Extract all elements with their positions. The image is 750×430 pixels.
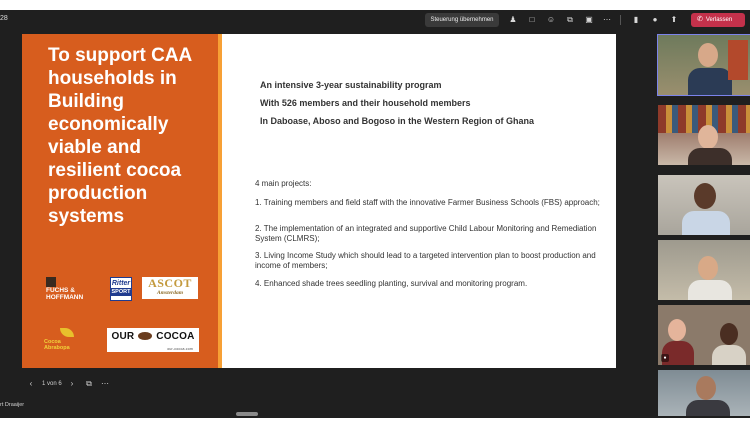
participant-body	[688, 148, 732, 165]
share-tray-icon[interactable]: ⬆	[670, 15, 678, 24]
participant-head	[698, 43, 718, 67]
participant-video[interactable]	[658, 35, 750, 95]
our-text: OUR	[111, 331, 135, 342]
breakout-icon[interactable]: ▣	[585, 15, 593, 24]
meeting-window	[0, 10, 750, 418]
people-icon[interactable]: ♟	[509, 15, 517, 24]
shared-slide	[22, 34, 616, 368]
share-icon[interactable]: ⧉	[567, 15, 573, 24]
leave-button[interactable]	[691, 13, 745, 27]
participant-head	[694, 183, 716, 209]
participant-head	[698, 256, 718, 280]
intro-line: In Daboase, Aboso and Bogoso in the Western Region of Ghana	[260, 116, 535, 126]
fuchs-hoffmann-logo	[46, 277, 104, 301]
participant-body	[686, 400, 730, 416]
scrollbar[interactable]	[236, 412, 258, 416]
ascot-logo	[142, 277, 198, 299]
top-bar	[0, 10, 750, 30]
mic-icon[interactable]: ●	[652, 15, 658, 24]
pop-out-icon[interactable]: ⧉	[86, 379, 92, 388]
chat-icon[interactable]: □	[529, 15, 535, 24]
intro-line: With 526 members and their household members	[260, 98, 471, 108]
ascot-subtext: Amsterdam	[157, 290, 183, 296]
cocoa-abrabopa-logo	[44, 328, 88, 350]
previous-slide-icon[interactable]: ‹	[29, 379, 33, 388]
slide-panel-edge	[218, 34, 222, 368]
ascot-text: ASCOT	[148, 276, 192, 290]
background-decor	[728, 40, 748, 80]
intro-line: An intensive 3-year sustainability program	[260, 80, 442, 90]
participant-video[interactable]	[658, 175, 750, 235]
participant-head	[696, 376, 716, 400]
our-cocoa-url: our-cocoa.com	[167, 347, 193, 351]
participant-body	[688, 280, 732, 300]
projects-heading: 4 main projects:	[255, 179, 312, 188]
project-item: 4. Enhanced shade trees seedling planting, survival and monitoring program.	[255, 279, 528, 288]
meeting-timer: 28	[0, 15, 8, 22]
participant-head	[668, 319, 686, 341]
presenter-name: rt Draaijer	[0, 402, 25, 408]
slide-title: To support CAA households in Building economically viable and resilient cocoa production systems	[48, 45, 192, 227]
leaf-icon	[60, 328, 74, 337]
more-options-icon[interactable]: ⋯	[101, 379, 109, 388]
project-item: 2. The implementation of an integrated and supportive Child Labour Monitoring and Remediation System (CLMRS);	[255, 224, 597, 243]
cocoa-bean-icon	[138, 332, 152, 340]
slide-controls	[0, 372, 650, 396]
abrabopa-text-1: Cocoa	[44, 339, 61, 345]
take-control-button[interactable]: Steuerung übernehmen	[425, 13, 499, 27]
more-icon[interactable]: ⋯	[603, 15, 611, 24]
participant-video[interactable]	[658, 240, 750, 300]
participant-video[interactable]	[658, 370, 750, 416]
page-indicator: 1 von 6	[42, 381, 62, 387]
camera-icon[interactable]: ▮	[633, 15, 639, 24]
leave-button-label: Verlassen	[705, 17, 733, 23]
phone-icon: ✆	[697, 16, 703, 23]
participant-video[interactable]	[658, 105, 750, 165]
participant-body	[688, 68, 732, 95]
next-slide-icon[interactable]: ›	[70, 379, 74, 388]
project-item: 3. Living Income Study which should lead to a targeted intervention plan to boost production and income of members;	[255, 251, 596, 270]
ritter-text: Ritter	[111, 280, 131, 287]
ritter-sport-logo	[110, 277, 132, 301]
sport-text: SPORT	[111, 289, 131, 295]
fuchs-hoffmann-mark	[46, 277, 56, 287]
participant-video[interactable]	[658, 305, 750, 365]
participant-head	[720, 323, 738, 345]
fuchs-hoffmann-text: FUCHS & HOFFMANN	[46, 287, 84, 301]
cocoa-text: COCOA	[156, 331, 195, 342]
abrabopa-text-2: Abrabopa	[44, 345, 70, 351]
participant-body	[712, 345, 746, 365]
participant-body	[682, 211, 730, 235]
mic-off-icon: ●	[661, 354, 669, 362]
toolbar-divider	[620, 15, 621, 25]
participant-head	[698, 125, 718, 149]
project-item: 1. Training members and field staff with the innovative Farmer Business Schools (FBS) approach;	[255, 198, 600, 207]
reactions-icon[interactable]: ☺	[546, 15, 556, 24]
our-cocoa-logo	[107, 328, 199, 352]
